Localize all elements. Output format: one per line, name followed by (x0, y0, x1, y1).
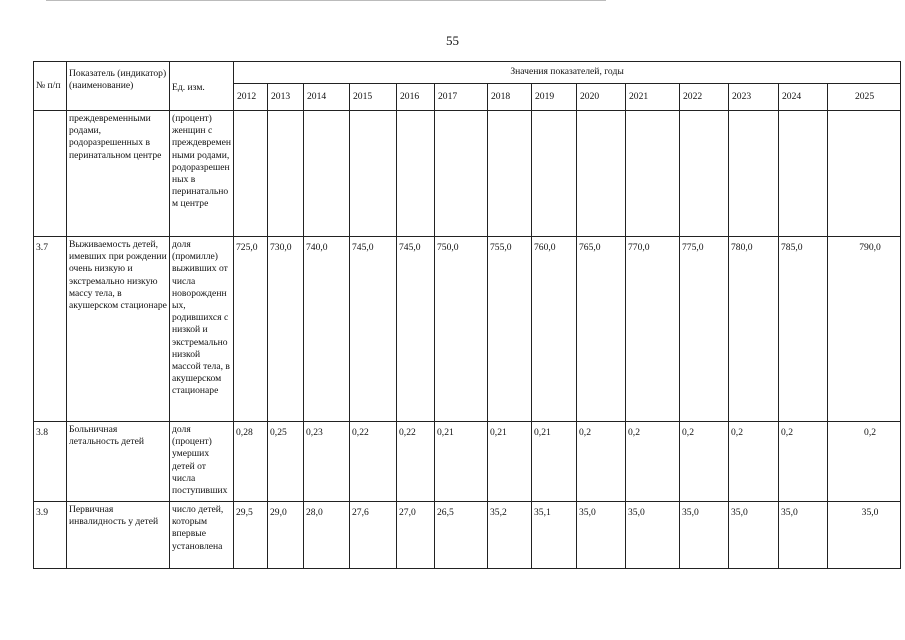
row-value-2022: 775,0 (680, 237, 729, 422)
row-value-2021: 35,0 (626, 502, 680, 569)
page-number: 55 (446, 33, 459, 48)
row-value-2015: 745,0 (350, 237, 397, 422)
row-value-2019 (532, 111, 577, 237)
header-num: № п/п (34, 62, 67, 111)
table-row (34, 237, 901, 422)
row-number: 3.7 (34, 237, 67, 422)
header-year-2019: 2019 (532, 84, 577, 111)
row-value-2019: 760,0 (532, 237, 577, 422)
row-unit: доля (промилле) выживших от числа новорожденных, родившихся с низкой и экстремально низкой массой тела, в акушерском стационаре (170, 237, 234, 422)
header-year-2023: 2023 (729, 84, 779, 111)
row-value-2020 (577, 111, 626, 237)
header-indicator: Показатель (индикатор) (наименование) (67, 62, 170, 111)
header-values-group: Значения показателей, годы (234, 62, 901, 84)
row-value-2018: 755,0 (488, 237, 532, 422)
row-value-2012 (234, 111, 268, 237)
header-year-2014: 2014 (304, 84, 350, 111)
row-value-2020: 35,0 (577, 502, 626, 569)
row-value-2020: 765,0 (577, 237, 626, 422)
header-year-2024: 2024 (779, 84, 828, 111)
row-value-2024: 35,0 (779, 502, 828, 569)
row-indicator-name: преждевременными родами, родоразрешенных в перинатальном центре (67, 111, 170, 237)
row-value-2017: 0,21 (435, 422, 488, 502)
row-value-2023: 780,0 (729, 237, 779, 422)
row-value-2021 (626, 111, 680, 237)
row-value-2014: 28,0 (304, 502, 350, 569)
header-year-2022: 2022 (680, 84, 729, 111)
row-value-2014: 0,23 (304, 422, 350, 502)
row-value-2013: 29,0 (268, 502, 304, 569)
header-year-2013: 2013 (268, 84, 304, 111)
header-year-2012: 2012 (234, 84, 268, 111)
header-year-2016: 2016 (397, 84, 435, 111)
row-indicator-name: Первичная инвалидность у детей (67, 502, 170, 569)
row-value-2023: 35,0 (729, 502, 779, 569)
row-unit: (процент) женщин с преждевременными родами, родоразрешенных в перинатальном центре (170, 111, 234, 237)
row-value-2013 (268, 111, 304, 237)
table-row (34, 502, 901, 569)
row-value-2017: 26,5 (435, 502, 488, 569)
row-value-2018 (488, 111, 532, 237)
row-value-2023: 0,2 (729, 422, 779, 502)
row-value-2014 (304, 111, 350, 237)
row-value-2015: 0,22 (350, 422, 397, 502)
row-value-2020: 0,2 (577, 422, 626, 502)
row-value-2016: 0,22 (397, 422, 435, 502)
header-year-2020: 2020 (577, 84, 626, 111)
row-value-2024 (779, 111, 828, 237)
header-year-2015: 2015 (350, 84, 397, 111)
indicators-table (33, 61, 901, 569)
row-value-2025: 35,0 (828, 502, 901, 569)
row-value-2017 (435, 111, 488, 237)
row-indicator-name: Выживаемость детей, имевших при рождении очень низкую и экстремально низкую массу тела, в акушерском стационаре (67, 237, 170, 422)
header-unit: Ед. изм. (170, 62, 234, 111)
row-unit: доля (процент) умерших детей от числа поступивших (170, 422, 234, 502)
row-value-2025: 790,0 (828, 237, 901, 422)
table-row (34, 422, 901, 502)
row-value-2013: 730,0 (268, 237, 304, 422)
row-value-2012: 29,5 (234, 502, 268, 569)
row-number: 3.9 (34, 502, 67, 569)
row-value-2019: 0,21 (532, 422, 577, 502)
row-value-2019: 35,1 (532, 502, 577, 569)
row-value-2022 (680, 111, 729, 237)
row-unit: число детей, которым впервые установлена (170, 502, 234, 569)
row-value-2017: 750,0 (435, 237, 488, 422)
header-year-2017: 2017 (435, 84, 488, 111)
row-value-2018: 0,21 (488, 422, 532, 502)
row-value-2025 (828, 111, 901, 237)
page-top-edge-line (46, 0, 606, 1)
row-value-2022: 0,2 (680, 422, 729, 502)
row-value-2016: 745,0 (397, 237, 435, 422)
row-value-2025: 0,2 (828, 422, 901, 502)
row-value-2015: 27,6 (350, 502, 397, 569)
row-value-2013: 0,25 (268, 422, 304, 502)
header-year-2018: 2018 (488, 84, 532, 111)
table-body (34, 111, 901, 569)
row-value-2022: 35,0 (680, 502, 729, 569)
row-value-2021: 770,0 (626, 237, 680, 422)
row-number (34, 111, 67, 237)
row-value-2024: 785,0 (779, 237, 828, 422)
row-value-2024: 0,2 (779, 422, 828, 502)
row-value-2012: 725,0 (234, 237, 268, 422)
row-indicator-name: Больничная летальность детей (67, 422, 170, 502)
header-year-2025: 2025 (828, 84, 901, 111)
table-row (34, 111, 901, 237)
row-value-2014: 740,0 (304, 237, 350, 422)
row-value-2016: 27,0 (397, 502, 435, 569)
row-value-2016 (397, 111, 435, 237)
header-year-2021: 2021 (626, 84, 680, 111)
row-value-2015 (350, 111, 397, 237)
row-value-2021: 0,2 (626, 422, 680, 502)
row-value-2018: 35,2 (488, 502, 532, 569)
row-value-2012: 0,28 (234, 422, 268, 502)
row-value-2023 (729, 111, 779, 237)
row-number: 3.8 (34, 422, 67, 502)
